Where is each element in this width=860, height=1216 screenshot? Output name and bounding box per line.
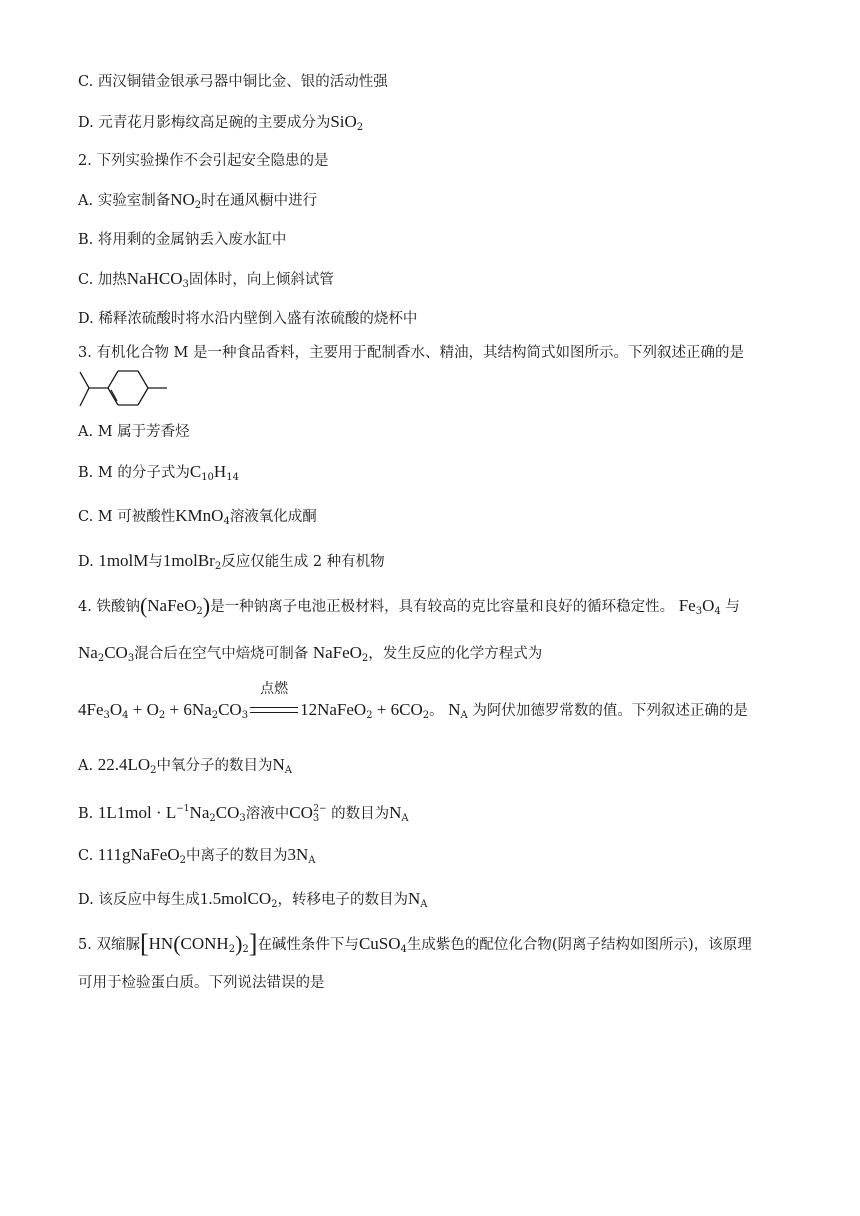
subscript: A <box>460 710 468 721</box>
subscript: 2 <box>242 944 249 955</box>
formula: + O <box>128 700 159 719</box>
text: D. <box>78 554 99 570</box>
formula: Fe <box>678 596 696 615</box>
subscript: 4 <box>223 516 230 527</box>
option-3c <box>78 506 317 532</box>
text: D. 元青花月影梅纹高足碗的主要成分为 <box>78 115 331 131</box>
formula: N <box>408 889 421 908</box>
subscript: 2 <box>271 899 278 910</box>
option-3a: A. M 属于芳香烃 <box>78 424 190 440</box>
formula: 1molM <box>98 551 149 570</box>
formula: 12NaFeO <box>300 700 367 719</box>
formula: CO <box>215 803 240 822</box>
text: A. <box>78 758 98 774</box>
text: 与 <box>725 599 740 615</box>
formula: SiO <box>330 112 357 131</box>
subscript: 2 <box>150 765 157 776</box>
reaction-condition: 点燃 <box>260 681 289 697</box>
subscript: 3 <box>312 813 320 824</box>
question-4-line1 <box>78 593 740 622</box>
text: 生成紫色的配位化合物(阴离子结构如图所示)，该原理 <box>406 937 752 953</box>
text: C. 加热 <box>78 272 127 288</box>
text: 中氧分子的数目为 <box>156 758 273 774</box>
text: 。 <box>429 703 444 719</box>
subscript: 2 <box>158 710 166 721</box>
superscript: −1 <box>176 804 190 814</box>
option-1d <box>78 112 363 138</box>
subscript: 2 <box>214 561 222 572</box>
text: A. 实验室制备 <box>78 193 171 209</box>
text: 是一种钠离子电池正极材料，具有较高的克比容量和良好的循环稳定性。 <box>210 599 675 615</box>
subscript: 2 <box>196 606 203 617</box>
subscript: A <box>308 855 316 866</box>
question-5-line1 <box>78 929 752 960</box>
subscript: 4 <box>400 944 407 955</box>
formula: N <box>448 700 461 719</box>
subscript: 14 <box>226 472 239 483</box>
option-4b <box>78 799 409 829</box>
option-4c <box>78 845 316 871</box>
option-3b <box>78 462 239 488</box>
text: C. <box>78 848 98 864</box>
formula: HN <box>148 934 174 953</box>
bracket-open: [ <box>139 929 149 958</box>
option-2b: B. 将用剩的金属钠丢入废水缸中 <box>78 232 287 248</box>
formula: N <box>272 755 285 774</box>
molecule-structure-m <box>78 368 178 412</box>
option-4a <box>78 755 292 781</box>
subscript: 4 <box>714 606 721 617</box>
text: ，发生反应的化学方程式为 <box>368 646 543 662</box>
formula: CuSO <box>358 934 401 953</box>
formula: NaFeO <box>147 596 197 615</box>
text: 的数目为 <box>331 806 390 822</box>
subscript: 2 <box>361 653 369 664</box>
formula: KMnO <box>175 506 224 525</box>
text: ，转移电子的数目为 <box>277 892 409 908</box>
option-2d: D. 稀释浓硫酸时将水沿内壁倒入盛有浓硫酸的烧杯中 <box>78 311 418 327</box>
subscript: A <box>420 899 428 910</box>
subscript: 2 <box>97 653 105 664</box>
formula: H <box>213 462 227 481</box>
subscript: 2 <box>228 944 236 955</box>
formula: NaFeO <box>312 643 362 662</box>
subscript: 2 <box>209 813 216 824</box>
formula: 4Fe <box>78 700 104 719</box>
subscript: 2 <box>194 200 202 211</box>
text: 为阿伏加德罗常数的值。下列叙述正确的是 <box>472 703 748 719</box>
formula: 3N <box>287 845 309 864</box>
option-2c <box>78 269 334 295</box>
subscript: A <box>284 765 293 776</box>
text: 反应仅能生成 2 种有机物 <box>221 554 385 570</box>
option-4d <box>78 889 428 915</box>
formula: CO <box>218 700 242 719</box>
formula: + 6Na <box>165 700 212 719</box>
superscript: 2− <box>313 804 327 814</box>
formula: 111gNaFeO <box>97 845 180 864</box>
subscript: 2 <box>422 710 430 721</box>
text: D. 该反应中每生成 <box>78 892 200 908</box>
text: 固体时，向上倾斜试管 <box>188 272 334 288</box>
subscript: 3 <box>241 710 249 721</box>
subscript: 3 <box>127 653 135 664</box>
text: 中离子的数目为 <box>186 848 288 864</box>
option-2a <box>78 190 317 216</box>
double-line <box>250 707 298 713</box>
text: B. M 的分子式为 <box>78 465 190 481</box>
subscript: 2 <box>366 710 373 721</box>
paren-close: ) <box>202 593 211 618</box>
subscript: 10 <box>201 472 214 483</box>
formula: NO <box>170 190 195 209</box>
subscript: 2 <box>179 855 187 866</box>
text: 时在通风橱中进行 <box>201 193 318 209</box>
paren-open: ( <box>139 593 148 618</box>
text: 混合后在空气中焙烧可制备 <box>134 646 309 662</box>
text: 5. 双缩脲 <box>78 937 140 953</box>
formula: CO <box>289 803 313 822</box>
reaction-equation <box>78 681 748 726</box>
formula: N <box>389 803 402 822</box>
formula: + 6CO <box>372 700 423 719</box>
question-5-line2: 可用于检验蛋白质。下列说法错误的是 <box>78 975 325 991</box>
question-2: 2. 下列实验操作不会引起安全隐患的是 <box>78 153 329 169</box>
formula: C <box>189 462 202 481</box>
option-3d <box>78 551 385 577</box>
text: 4. 铁酸钠 <box>78 599 140 615</box>
subscript: 3 <box>239 813 246 824</box>
option-1c: C. 西汉铜错金银承弓器中铜比金、银的活动性强 <box>78 74 388 90</box>
formula: O <box>702 596 715 615</box>
formula: Na <box>78 643 98 662</box>
subscript: 2 <box>356 122 364 133</box>
question-4-line2 <box>78 643 542 669</box>
formula: 1L1mol · L <box>97 803 177 822</box>
subscript: 3 <box>182 279 189 290</box>
subscript: 3 <box>695 606 703 617</box>
question-3: 3. 有机化合物 M 是一种食品香料，主要用于配制香水、精油，其结构简式如图所示。下列叙述正确的是 <box>78 345 745 361</box>
subscript: A <box>401 813 409 824</box>
text: 溶液中 <box>245 806 290 822</box>
text: B. <box>78 806 98 822</box>
formula: NaHCO <box>126 269 183 288</box>
formula: CO <box>104 643 128 662</box>
subscript: 2 <box>211 710 219 721</box>
text: 与 <box>148 554 163 570</box>
reaction-arrow <box>248 681 300 718</box>
subscript: 4 <box>122 710 129 721</box>
formula: CONH <box>180 934 229 953</box>
text: 在碱性条件下与 <box>257 937 359 953</box>
paren-open: ( <box>173 931 181 956</box>
subscript: 3 <box>103 710 110 721</box>
formula: 1molBr <box>162 551 215 570</box>
formula: 22.4LO <box>97 755 151 774</box>
formula: 1.5molCO <box>199 889 272 908</box>
text: C. M 可被酸性 <box>78 509 176 525</box>
bracket-close: ] <box>248 929 258 958</box>
formula: Na <box>189 803 210 822</box>
formula: O <box>109 700 123 719</box>
paren-close: ) <box>235 931 243 956</box>
text: 溶液氧化成酮 <box>229 509 317 525</box>
